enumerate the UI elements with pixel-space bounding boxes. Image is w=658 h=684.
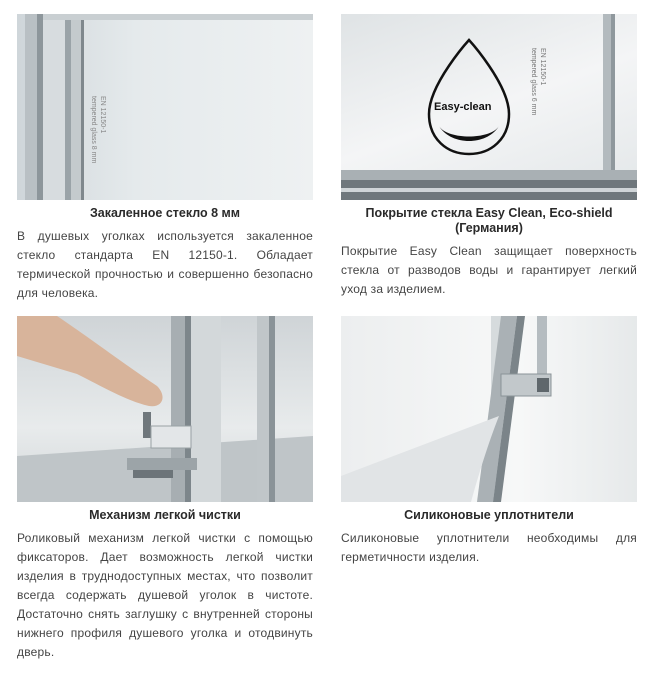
card-title: Силиконовые уплотнители [404, 508, 574, 522]
easy-clean-photo [341, 14, 637, 200]
card-text: Роликовый механизм легкой чистки с помощью фиксаторов. Дает возможность легкой чистки изделия в труднодоступных местах, что позволит всегда содержать душевой уголок в чистоте. Достаточно снять заглушку с внутренней стороны нижнего профиля душевого уголка и отодвинуть дверь. [17, 531, 313, 659]
feature-card-easy-clean-mechanism [17, 316, 313, 662]
silicone-seals-photo [341, 316, 637, 502]
card-title: Механизм легкой чистки [89, 508, 241, 522]
glass-etching: EN 12150-1 tempered glass 8 mm [90, 96, 106, 164]
seals-illustration [341, 316, 637, 502]
card-title: Покрытие стекла Easy Clean, Eco-shield (Германия) [365, 206, 613, 235]
feature-card-silicone-seals [341, 316, 637, 567]
card-text: Покрытие Easy Clean защищает поверхность стекла от разводов воды и гарантирует легкий уход за изделием. [341, 244, 637, 296]
feature-card-tempered-glass [17, 14, 313, 303]
mechanism-illustration [17, 316, 313, 502]
hand-illustration [17, 316, 163, 406]
card-title: Закаленное стекло 8 мм [89, 206, 241, 220]
feature-card-easy-clean [341, 14, 637, 299]
card-text: В душевых уголках используется закаленное стекло стандарта EN 12150-1. Обладает термической прочностью и совершенно безопасно для человека. [17, 229, 313, 300]
cleaning-mechanism-photo [17, 316, 313, 502]
tempered-glass-photo [17, 14, 313, 200]
glass-frame-illustration [17, 14, 313, 200]
glass-etching: EN 12150-1 tempered glass 6 mm [530, 48, 546, 116]
card-text: Силиконовые уплотнители необходимы для герметичности изделия. [341, 531, 637, 564]
easy-clean-logo-text: Easy-clean [434, 101, 492, 113]
